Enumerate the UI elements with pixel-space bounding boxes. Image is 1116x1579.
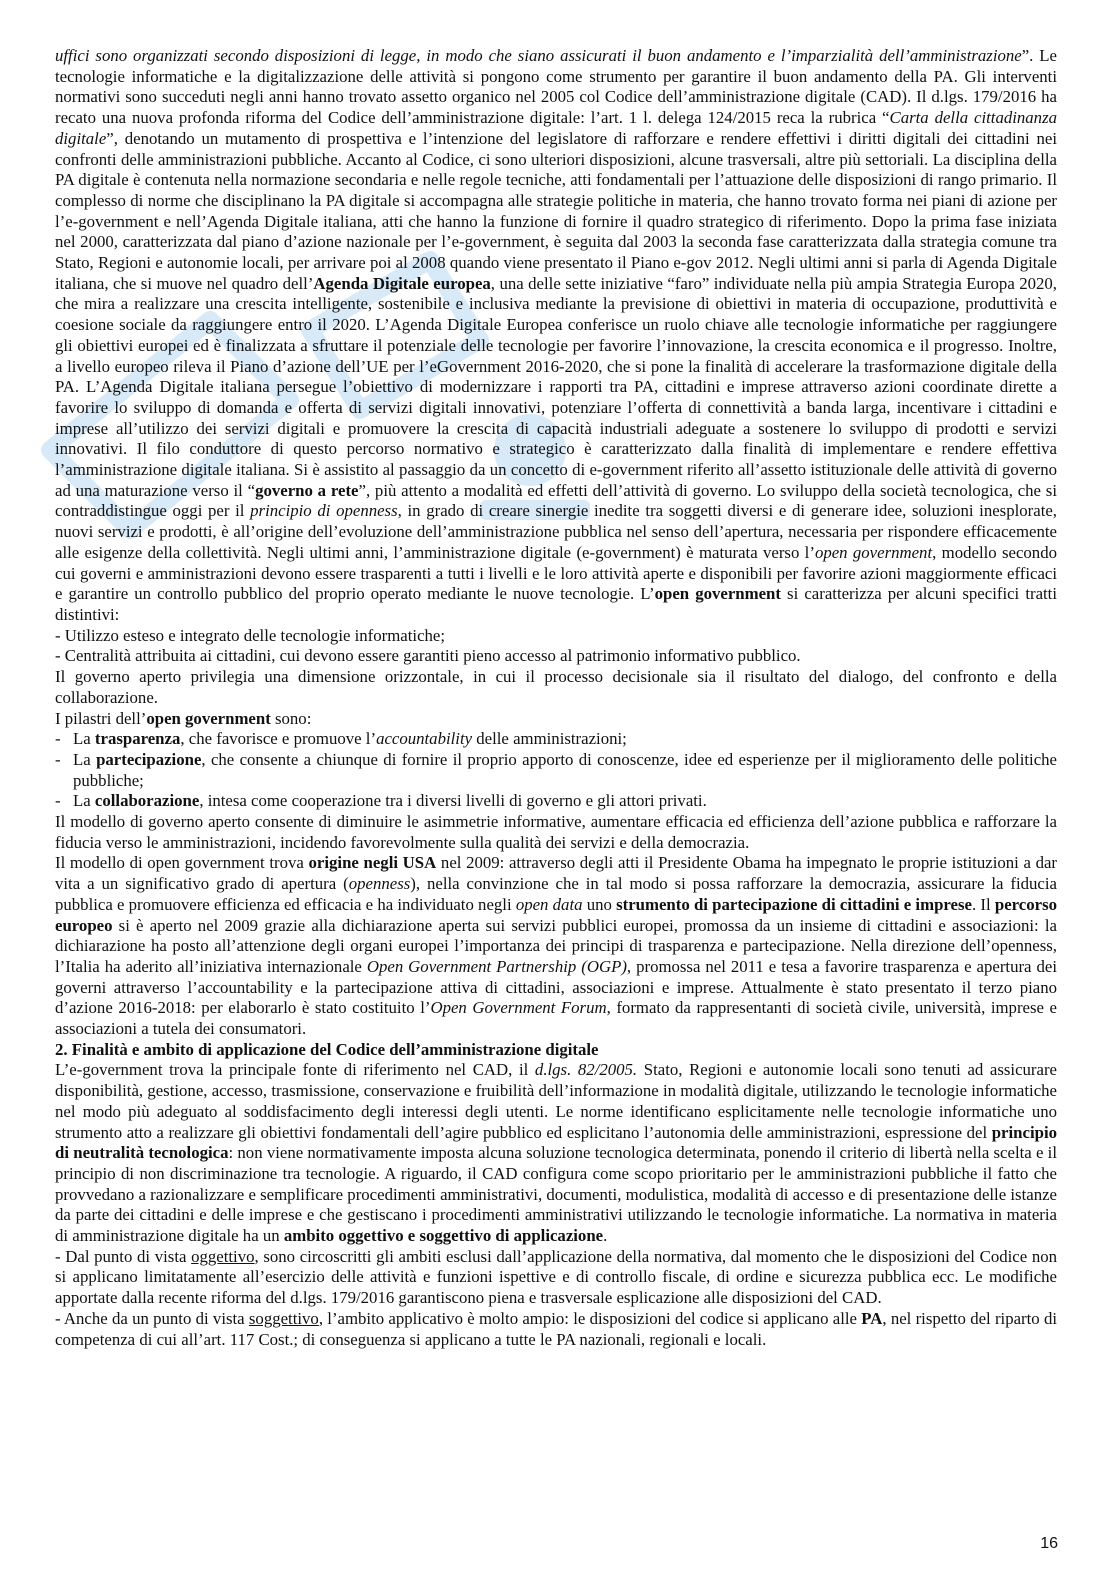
text-run: si è aperto nel 2009 grazie alla dichiarazione aperta sui servizi pubblici europei, promossa da un insieme di cittadini e associazioni: la dichiarazione ha posto all’attenzione degli organi europei l’importanza dei principi di trasparenza e partecipazione. Nella direzione dell’openness, l’Italia ha aderito all’iniziativa internazionale xyxy=(55,915,1057,976)
text-italic: Open Government Forum xyxy=(430,998,607,1018)
text-italic: Carta della cittadinanza digitale xyxy=(55,108,1057,148)
text-run: ”, più attento a modalità ed effetti dell’attività di governo. Lo sviluppo della società tecnologica, che si contraddistingue oggi per il xyxy=(55,480,1057,521)
paragraph-4: Il modello di governo aperto consente di diminuire le asimmetrie informative, aumentare efficacia ed efficienza dell’azione pubblica e rafforzare la fiducia verso le amministrazioni, incidendo favorevolmente sulla qualità dei servizi e della democrazia. xyxy=(55,812,1057,852)
text-italic: openness xyxy=(348,874,411,894)
dash-bullet: - xyxy=(55,791,61,811)
dash-bullet: - xyxy=(55,749,61,769)
text-underlined: oggettivo xyxy=(191,1246,255,1266)
paragraph-8 xyxy=(55,1309,1057,1350)
text-run: uno xyxy=(582,894,617,914)
list-item xyxy=(55,729,1057,750)
list-item: - Utilizzo esteso e integrato delle tecnologie informatiche; xyxy=(55,625,446,645)
text-bold: open government xyxy=(146,708,271,728)
text-run: si caratterizza per alcuni specifici tratti distintivi: xyxy=(55,584,1058,624)
text-bold: origine negli USA xyxy=(308,853,437,873)
text-run: . Il xyxy=(971,894,995,914)
text-run: : non viene normativamente imposta alcuna soluzione tecnologica determinata, ponendo il criterio di libertà nella scelta e il principio di non discriminazione tra tecnologie. A riguardo, il CAD configura come scopo prioritario per le amministrazioni pubbliche il fatto che provvedano a razionalizzare e semplificare procedimenti amministrativi, documenti, modulistica, modalità di accesso e di presentazione delle istanze da parte dei cittadini e delle imprese e che gestiscano i procedimenti amministrativi utilizzando le tecnologie informatiche. La normativa in materia di amministrazione digitale ha un xyxy=(55,1143,1057,1246)
text-run: Stato, Regioni e autonomie locali sono tenuti ad assicurare disponibilità, gestione, accesso, trasmissione, conservazione e fruibilità dell’informazione in modalità digitale, utilizzando le tecnologie informatiche nel modo più adeguato al soddisfacimento degli interessi degli utenti. Le norme identificano esplicitamente nelle tecnologie informatiche uno strumento atto a realizzare gli obiettivi fondamentali dell’agire pubblico ed esplicitano l’autonomia delle amministrazioni, espressione del xyxy=(55,1060,1058,1142)
text-italic: uffici sono organizzati secondo disposizioni di legge, in modo che siano assicurati il buon andamento e l’imparzialità dell’amministrazione xyxy=(55,46,1022,65)
text-run: La xyxy=(73,729,95,749)
text-run: , intesa come cooperazione tra i diversi livelli di governo e gli attori privati. xyxy=(199,791,707,811)
text-run: ), nella convinzione che in tal modo si possa rafforzare la democrazia, assicurare la fiducia pubblica e promuovere efficienza ed efficacia e ha individuato negli xyxy=(55,874,1057,914)
text-run: delle amministrazioni; xyxy=(472,729,627,749)
text-italic: Open Government Partnership (OGP) xyxy=(366,956,627,976)
paragraph-6 xyxy=(55,1060,1057,1246)
text-bold: governo a rete xyxy=(255,480,359,500)
text-bold: trasparenza xyxy=(94,729,181,749)
text-run: sono: xyxy=(270,708,312,728)
text-run: I pilastri dell’ xyxy=(55,708,147,728)
text-italic: principio di openness xyxy=(250,501,398,521)
text-bold: Agenda Digitale europea xyxy=(313,273,491,293)
text-run: , l’ambito applicativo è molto ampio: le disposizioni del codice si applicano alle xyxy=(318,1308,862,1328)
list-item: - Centralità attribuita ai cittadini, cui devono essere garantiti pieno accesso al patrimonio informativo pubblico. xyxy=(55,646,801,666)
text-bold: strumento di partecipazione di cittadini e imprese xyxy=(616,894,972,914)
text-italic: open government xyxy=(814,542,933,562)
text-run: La xyxy=(73,749,97,769)
text-run: , in grado di creare sinergie inedite tra soggetti diversi e di generare idee, soluzioni inesplorate, nuovi servizi e prodotti, è all’origine dell’evoluzione dell’amministrazione pubblica nel senso dell’apertura, necessaria per rispondere efficacemente alle esigenze della collettività. Negli ultimi anni, l’amministrazione digitale (e-government) è maturata verso l’ xyxy=(55,501,1058,562)
page-number: 16 xyxy=(1040,1535,1058,1552)
text-bold: open government xyxy=(654,584,781,604)
document-body xyxy=(55,46,1057,1350)
text-run: , promossa nel 2011 e tesa a favorire trasparenza e apertura dei governi attraverso l’accountability e la partecipazione attiva di cittadini, associazioni e imprese. Attualmente è stato presentato il terzo piano d’azione 2016-2018: per elaborarlo è stato costituito l’ xyxy=(55,956,1057,1018)
text-run: nel 2009: attraverso degli atti il Presidente Obama ha impegnato le proprie istituzioni a dar vita a un significativo grado di apertura ( xyxy=(55,853,1057,894)
section-heading: 2. Finalità e ambito di applicazione del Codice dell’amministrazione digitale xyxy=(55,1039,599,1059)
text-italic: d.lgs. 82/2005. xyxy=(534,1060,638,1080)
text-bold: collaborazione xyxy=(94,791,200,811)
text-underlined: soggettivo xyxy=(248,1308,319,1328)
pillars-list xyxy=(55,729,1057,812)
text-run: , formato da rappresentanti di società civile, università, imprese e associazioni a tutela dei consumatori. xyxy=(55,998,1057,1039)
text-run: Il modello di open government trova xyxy=(55,853,309,873)
dash-bullet: - xyxy=(55,729,61,749)
text-bold: principio di neutralità tecnologica xyxy=(55,1122,1057,1163)
text-bold: percorso europeo xyxy=(55,894,1057,935)
text-run: - Anche da un punto di vista xyxy=(55,1308,249,1328)
list-item xyxy=(55,791,1057,812)
traits-list xyxy=(55,626,1057,667)
text-run: , nel rispetto del riparto di competenza di cui all’art. 117 Cost.; di conseguenza si applicano a tutte le PA nazionali, regionali e locali. xyxy=(55,1308,1058,1349)
text-bold: PA xyxy=(861,1308,883,1328)
text-bold: partecipazione xyxy=(96,749,202,769)
text-italic: accountability xyxy=(376,729,473,749)
text-run: - Dal punto di vista xyxy=(55,1246,192,1266)
text-run: . xyxy=(603,1226,608,1246)
list-item xyxy=(55,750,1057,791)
paragraph-2: Il governo aperto privilegia una dimensione orizzontale, in cui il processo decisionale sia il risultato del dialogo, del confronto e della collaborazione. xyxy=(55,667,1057,707)
text-run: , una delle sette iniziative “faro” individuate nella più ampia Strategia Europa 2020, che mira a realizzare una crescita intelligente, sostenibile e inclusiva mediante la previsione di obiettivi in materia di occupazione, produttività e coesione sociale da raggiungere entro il 2020. L’Agenda Digitale Europea conferisce un ruolo chiave alle tecnologie informatiche per raggiungere gli obiettivi europei ed è finalizzata a sfruttare il potenziale delle tecnologie per favorire l’innovazione, la crescita economica e il progresso. Inoltre, a livello europeo rileva il Piano d’azione dell’UE per l’eGovernment 2016-2020, che si pone la finalità di accelerare la trasformazione digitale della PA. L’Agenda Digitale italiana persegue l’obiettivo di modernizzare i rapporti tra PA, cittadini e imprese attraverso azioni coordinate dirette a favorire lo sviluppo di domanda e offerta di servizi digitali innovativi, potenziare l’offerta di connettività a banda larga, incentivare i cittadini e imprese all’utilizzo dei servizi digitali e promuovere la crescita di capacità industriali adeguate a sostenere lo sviluppo di prodotti e servizi innovativi. Il filo conduttore di questo percorso normativo e strategico è caratterizzato dalla finalità di implementare e rendere effettiva l’amministrazione digitale italiana. Si è assistito al passaggio da un concetto di e-government riferito all’assetto istituzionale delle attività di governo ad una maturazione verso il “ xyxy=(55,273,1057,500)
text-run: L’e-government trova la principale fonte di riferimento nel CAD, il xyxy=(55,1060,535,1080)
text-bold: ambito oggettivo e soggettivo di applicazione xyxy=(283,1226,604,1246)
text-run: , sono circoscritti gli ambiti esclusi dall’applicazione della normativa, dal momento che le disposizioni del Codice non si applicano limitatamente all’esercizio delle attività e funzioni ispettive e di controllo fiscale, di ordine e sicurezza pubblica ecc. Le modifiche apportate dalla recente riforma del d.lgs. 179/2016 garantiscono piena e trasversale esplicazione alle disposizioni del CAD. xyxy=(55,1246,1057,1308)
paragraph-1 xyxy=(55,46,1057,626)
text-run: , modello secondo cui governi e amministrazioni devono essere trasparenti a tutti i livelli e le loro attività aperte e disponibili per favorire azioni maggiormente efficaci e garantire un controllo pubblico del proprio operato mediante le nuove tecnologie. L’ xyxy=(55,542,1057,604)
text-run: La xyxy=(73,791,95,811)
text-run: ”, denotando un mutamento di prospettiva e l’intenzione del legislatore di rafforzare e rendere effettivi i diritti digitali dei cittadini nei confronti delle amministrazioni pubbliche. Accanto al Codice, ci sono ulteriori disposizioni, alcune trasversali, altre più settoriali. La disciplina della PA digitale è contenuta nella normazione secondaria e nelle regole tecniche, atti fondamentali per l’attuazione delle disposizioni di rango primario. Il complesso di norme che disciplinano la PA digitale si accompagna alle strategie politiche in materia, che hanno trovato forma nei piani di azione per l’e-government e nell’Agenda Digitale italiana, atti che hanno la funzione di fornire il quadro strategico di riferimento. Dopo la prima fase iniziata nel 2000, caratterizzata dal piano d’azione nazionale per l’e-government, è seguita dal 2003 la seconda fase caratterizzata dalla strategia comune tra Stato, Regioni e autonomie locali, per arrivare poi al 2008 quando viene presentato il Piano e-gov 2012. Negli ultimi anni si parla di Agenda Digitale italiana, che si muove nel quadro dell’ xyxy=(55,128,1057,293)
text-run: , che favorisce e promuove l’ xyxy=(180,729,377,749)
text-italic: open data xyxy=(515,894,583,914)
paragraph-7 xyxy=(55,1247,1057,1309)
paragraph-3 xyxy=(55,709,1057,730)
text-run: ”. Le tecnologie informatiche e la digitalizzazione delle attività si pongono come strumento per garantire il buon andamento della PA. Gli interventi normativi sono succeduti negli anni hanno trovato assetto organico nel 2005 col Codice dell’amministrazione digitale (CAD). Il d.lgs. 179/2016 ha recato una nuova profonda riforma del Codice dell’amministrazione digitale: l’art. 1 l. delega 124/2015 reca la rubrica “ xyxy=(55,46,1057,128)
paragraph-5 xyxy=(55,853,1057,1039)
text-run: , che consente a chiunque di fornire il proprio apporto di conoscenze, idee ed esperienze per il miglioramento delle politiche pubbliche; xyxy=(73,749,1057,790)
